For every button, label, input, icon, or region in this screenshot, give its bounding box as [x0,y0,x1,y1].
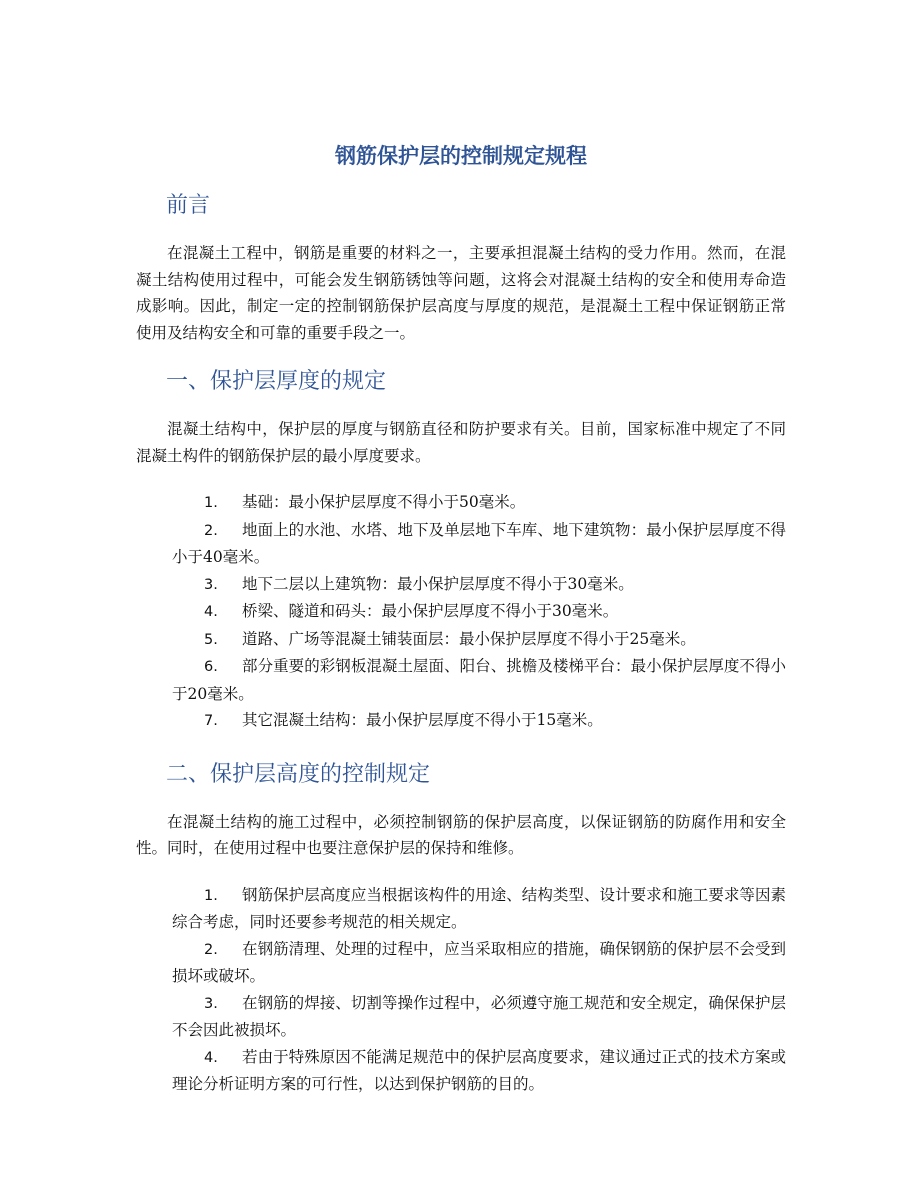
list-item-text: 若由于特殊原因不能满足规范中的保护层高度要求，建议通过正式的技术方案或理论分析证明方案的可行性，以达到保护钢筋的目的。 [172,1047,786,1093]
list-item-number: 6. [204,659,218,675]
height-paragraph: 在混凝土结构的施工过程中，必须控制钢筋的保护层高度，以保证钢筋的防腐作用和安全性。同时，在使用过程中也要注意保护层的保持和维修。 [136,812,786,857]
list-item [172,707,786,735]
document-title: 钢筋保护层的控制规定规程 [335,144,587,168]
list-item [172,990,786,1044]
list-item-text: 其它混凝土结构：最小保护层厚度不得小于15毫米。 [242,711,603,729]
list-item [172,653,786,707]
list-item-text: 在钢筋的焊接、切割等操作过程中，必须遵守施工规范和安全规定，确保保护层不会因此被损坏。 [172,993,786,1039]
height-list [136,882,786,1098]
list-item [172,571,786,599]
preface-paragraph: 在混凝土工程中，钢筋是重要的材料之一，主要承担混凝土结构的受力作用。然而，在混凝土结构使用过程中，可能会发生钢筋锈蚀等问题，这将会对混凝土结构的安全和使用寿命造成影响。因此，制定一定的控制钢筋保护层高度与厚度的规范，是混凝土工程中保证钢筋正常使用及结构安全和可靠的重要手段之一。 [136,244,786,342]
list-item-text: 地面上的水池、水塔、地下及单层地下车库、地下建筑物：最小保护层厚度不得小于40毫米。 [172,520,786,566]
section-heading-thickness: 一、保护层厚度的规定 [166,369,387,394]
list-item-number: 4. [204,604,218,620]
list-item-number: 1. [204,887,218,904]
list-item-number: 5. [204,631,218,648]
thickness-paragraph: 混凝土结构中，保护层的厚度与钢筋直径和防护要求有关。目前，国家标准中规定了不同混凝土构件的钢筋保护层的最小厚度要求。 [136,420,786,465]
list-item-number: 7. [204,713,218,729]
section-heading-height: 二、保护层高度的控制规定 [166,761,431,787]
list-item-text: 在钢筋清理、处理的过程中，应当采取相应的措施，确保钢筋的保护层不会受到损坏或破坏。 [172,939,786,985]
list-item-number: 2. [204,522,218,539]
list-item-number: 3. [204,576,218,593]
list-item [172,882,786,936]
list-item [172,489,786,517]
list-item-number: 2. [204,941,218,958]
thickness-list [136,489,786,735]
list-item-number: 3. [204,995,218,1012]
list-item-number: 1. [204,495,218,511]
list-item-number: 4. [204,1049,218,1066]
list-item [172,626,786,654]
document-page [136,140,786,1122]
list-item [172,936,786,990]
list-item [172,598,786,626]
list-item-text: 基础：最小保护层厚度不得小于50毫米。 [242,493,526,511]
list-item-text: 桥梁、隧道和码头：最小保护层厚度不得小于30毫米。 [242,602,619,620]
list-item [172,517,786,571]
list-item [172,1044,786,1098]
list-item-text: 钢筋保护层高度应当根据该构件的用途、结构类型、设计要求和施工要求等因素综合考虑，同时还要参考规范的相关规定。 [172,885,786,931]
list-item-text: 部分重要的彩钢板混凝土屋面、阳台、挑檐及楼梯平台：最小保护层厚度不得小于20毫米。 [172,657,786,703]
list-item-text: 道路、广场等混凝土铺装面层：最小保护层厚度不得小于25毫米。 [242,629,696,648]
section-heading-preface: 前言 [166,193,211,218]
list-item-text: 地下二层以上建筑物：最小保护层厚度不得小于30毫米。 [242,574,634,593]
